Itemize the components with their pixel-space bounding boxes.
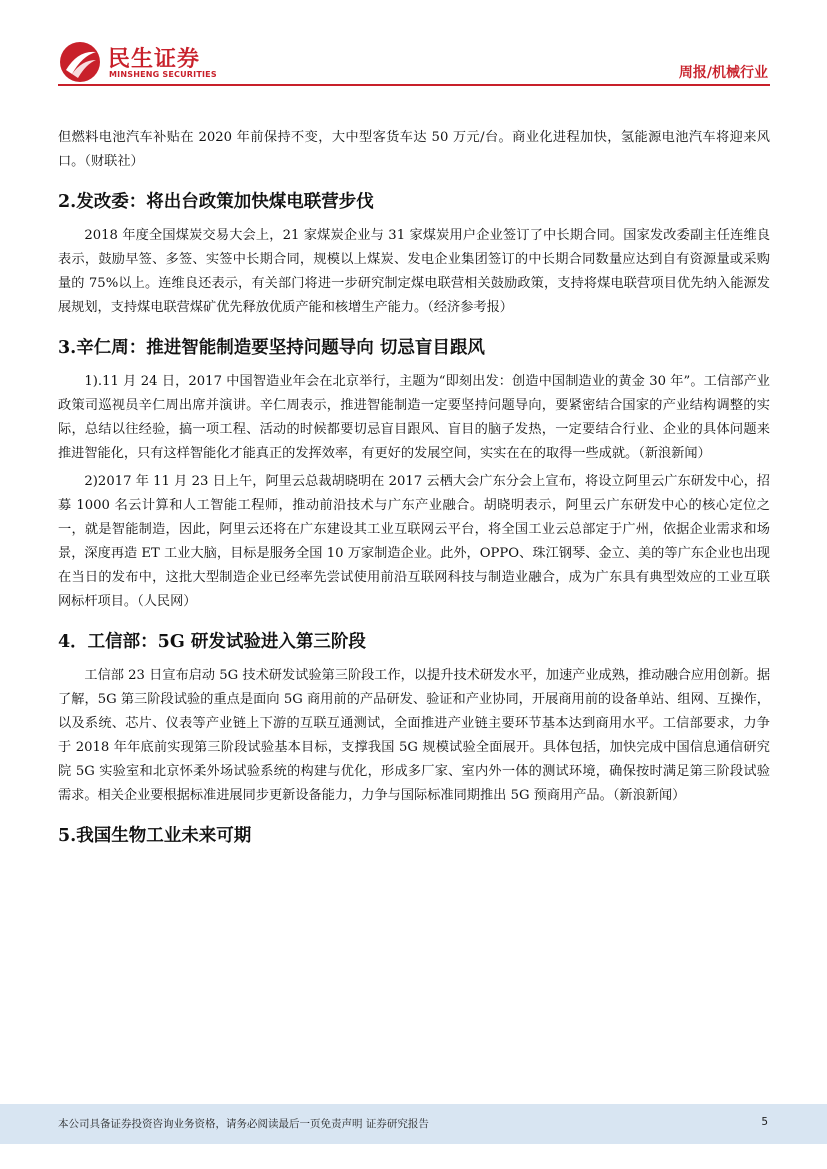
article-body <box>58 126 770 858</box>
section-3-paragraph-1: 1).11 月 24 日，2017 中国智造业年会在北京举行，主题为“即刻出发：创造中国制造业的黄金 30 年”。工信部产业政策司巡视员辛仁周出席并演讲。辛仁周表示，推进智能制造一定要坚持问题导向，要紧密结合国家的产业结构调整的实际，总结以往经验，搞一项工程、活动的时候都要切忌盲目跟风、盲目的脑子发热，一定要结合行业、企业的具体问题来推进智能化，只有这样智能化才能真正的发挥效率，有更好的发展空间，实实在在的取得一些成就。（新浪新闻） <box>58 374 770 461</box>
logo-mark-icon <box>58 40 102 84</box>
header-divider <box>58 84 770 86</box>
section-3-paragraph-2: 2)2017 年 11 月 23 日上午，阿里云总裁胡晓明在 2017 云栖大会广东分会上宣布，将设立阿里云广东研发中心，招募 1000 名云计算和人工智能工程师，推动前沿技术与广东产业融合。胡晓明表示，阿里云广东研发中心的核心定位之一，就是智能制造，因此，阿里云还将在广东建设其工业互联网云平台，将全国工业云总部定于广州，依据企业需求和场景，深度再造 ET 工业大脑，目标是服务全国 10 万家制造企业。此外，OPPO、珠江钢琴、金立、美的等广东企业也出现在当日的发布中，这批大型制造企业已经率先尝试使用前沿互联网科技与制造业融合，成为广东具有典型效应的工业互联网标杆项目。（人民网） <box>58 474 770 609</box>
section-3-heading: 3.辛仁周：推进智能制造要坚持问题导向 切忌盲目跟风 <box>58 338 485 358</box>
section-4-heading: 4．工信部：5G 研发试验进入第三阶段 <box>58 632 366 652</box>
section-5-heading: 5.我国生物工业未来可期 <box>58 826 252 846</box>
logo-english-name: MINSHENG SECURITIES <box>109 70 217 79</box>
report-type-label: 周报/机械行业 <box>678 65 768 81</box>
section-2-heading: 2.发改委：将出台政策加快煤电联营步伐 <box>58 192 374 212</box>
section-4-paragraph-1: 工信部 23 日宣布启动 5G 技术研发试验第三阶段工作，以提升技术研发水平，加速产业成熟，推动融合应用创新。据了解，5G 第三阶段试验的重点是面向 5G 商用前的产品研发、验证和产业协同，开展商用前的设备单站、组网、互操作，以及系统、芯片、仪表等产业链上下游的互联互通测试，全面推进产业链主要环节基本达到商用水平。工信部要求，力争于 2018 年年底前实现第三阶段试验基本目标，支撑我国 5G 规模试验全面展开。具体包括，加快完成中国信息通信研究院 5G 实验室和北京怀柔外场试验系统的构建与优化，形成多厂家、室内外一体的测试环境，确保按时满足第三阶段试验需求。相关企业要根据标准进展同步更新设备能力，力争与国际标准同期推出 5G 预商用产品。（新浪新闻） <box>58 668 770 803</box>
company-logo <box>58 40 218 84</box>
page-footer <box>0 1104 827 1144</box>
section-2-paragraph-1: 2018 年度全国煤炭交易大会上，21 家煤炭企业与 31 家煤炭用户企业签订了中长期合同。国家发改委副主任连维良表示，鼓励早签、多签、实签中长期合同，规模以上煤炭、发电企业集团签订的中长期合同数量应达到自有资源量或采购量的 75%以上。连维良还表示，有关部门将进一步研究制定煤电联营相关鼓励政策，支持将煤电联营项目优先纳入能源发展规划，支持煤电联营煤矿优先释放优质产能和核增生产能力。（经济参考报） <box>58 228 770 315</box>
page-number: 5 <box>761 1116 768 1128</box>
logo-chinese-name: 民生证券 <box>108 47 201 72</box>
footer-disclaimer: 本公司具备证券投资咨询业务资格，请务必阅读最后一页免责声明 证券研究报告 <box>58 1118 429 1130</box>
intro-continuation-paragraph: 但燃料电池汽车补贴在 2020 年前保持不变，大中型客货车达 50 万元/台。商业化进程加快，氢能源电池汽车将迎来风口。（财联社） <box>58 130 770 169</box>
page-header <box>0 0 827 88</box>
